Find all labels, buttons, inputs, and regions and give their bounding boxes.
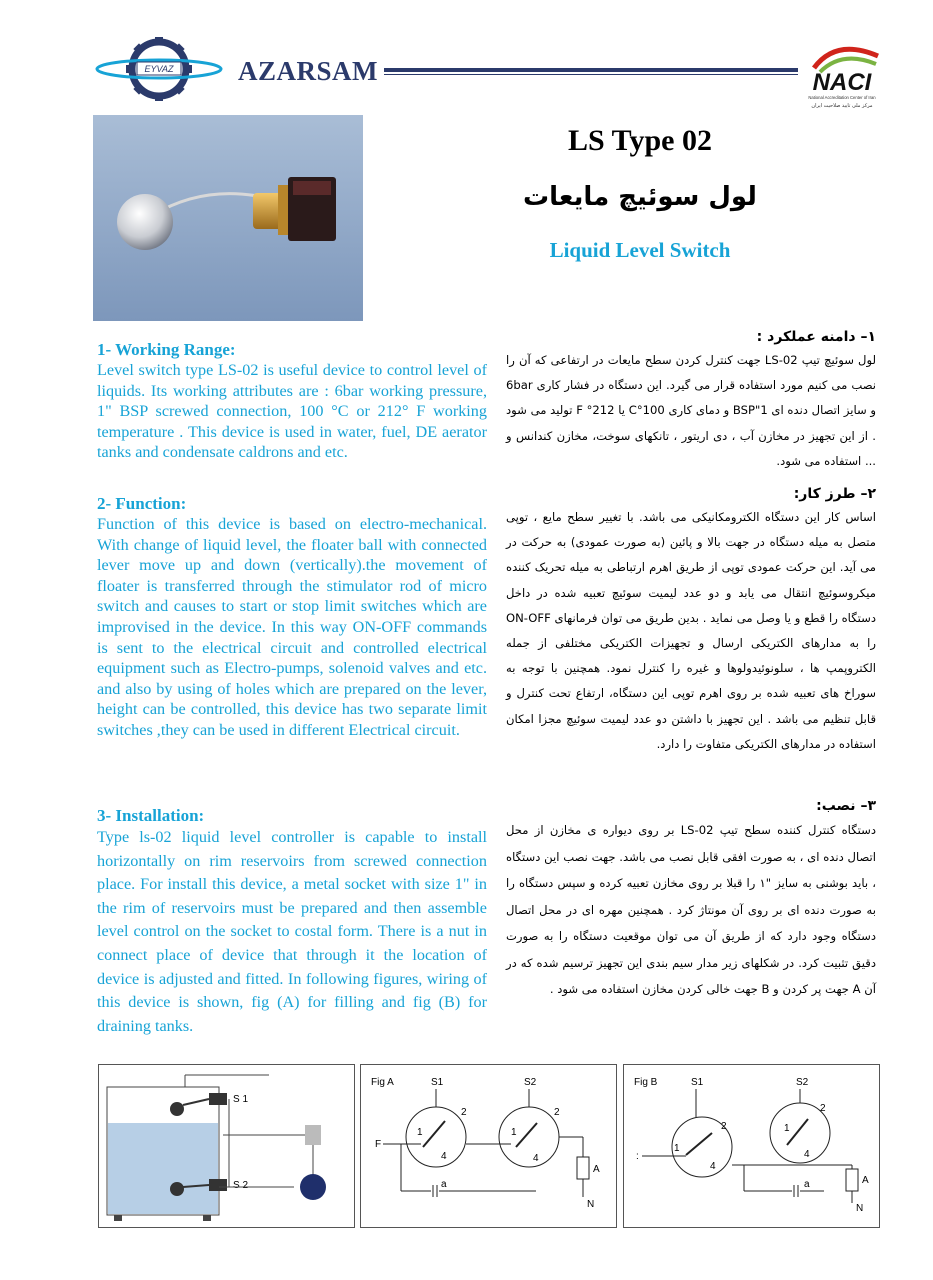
section-body: دستگاه کنترل کننده سطح تیپ LS-02 بر روی دیواره ی مخازن از محل اتصال دنده ای ، به صورت افقی قابل نصب می باشد. جهت نصب این دستگاه ، باید بوشنی به سایز "۱ را قبلا بر روی مخازن تعبیه کرده و سپس دستگاه را به صورت دنده ای بر روی آن مونتاژ کرد . همچنین مهره ای در محل اتصال دستگاه وجود دارد که از طریق آن می توان موقعیت دستگاه را به صورت دقیق تثبیت کرد. در شکلهای زیر مدار سیم بندی این تجهیز ترسیم شده که در آن A جهت پر کردن و B جهت خالی کردن مخازن استفاده می شود . (506, 823, 876, 996)
fig-a-s2-terminal-2: 2 (554, 1107, 560, 1118)
section-installation (97, 806, 487, 1038)
section-function-fa (506, 483, 876, 757)
product-title-english: Liquid Level Switch (549, 238, 731, 262)
wiring-diagram-fig-b (623, 1064, 880, 1228)
section-function (97, 494, 487, 741)
fig-b-load-label: A (862, 1175, 869, 1186)
fig-b-terminal-2: 2 (721, 1121, 727, 1132)
naci-caption-en: National Accreditation Center of Iran (808, 95, 876, 100)
fig-b-s2-terminal-2: 2 (820, 1103, 826, 1114)
fig-b-terminal-4: 4 (710, 1161, 716, 1172)
section-heading: 3- Installation: (97, 806, 205, 825)
fig-a-s2-terminal-1: 1 (511, 1127, 517, 1138)
header-divider (384, 68, 798, 72)
fig-a-load-label: A (593, 1164, 600, 1175)
section-heading: ۲– طرز کار: (793, 486, 876, 502)
naci-logo (796, 38, 886, 118)
section-body: لول سوئیچ تیپ LS-02 جهت کنترل کردن سطح مایعات در ارتفاعی که آن را نصب می کنیم مورد استفاده قرار می گیرد. این دستگاه در فشار کاری 6bar و سایز اتصال دنده ای BSP"1 و دمای کاری 100°C یا 212° F تولید می شود . از این تجهیز در مخازن آب ، دی اریتور ، تانکهای سوخت، مخازن کندانس و ... استفاده می شود. (506, 353, 877, 468)
fig-b-title: Fig B (634, 1077, 658, 1088)
product-type-title: LS Type 02 (568, 124, 712, 157)
fig-b-s2-terminal-1: 1 (784, 1123, 790, 1134)
product-title-persian: لول سوئیچ مایعات (523, 182, 757, 212)
eyvaz-logo (95, 35, 223, 103)
naci-caption-fa: مرکز ملی تایید صلاحیت ایران (811, 103, 873, 109)
section-working-range-fa (506, 326, 876, 474)
fig-a-terminal-4: 4 (441, 1151, 447, 1162)
section-body: Type ls-02 liquid level controller is capable to install horizontally on rim reservoirs from screwed connection place. For install this device, a metal socket with size 1" in the rim of reservoirs must be prepared and then assemble level control on the socket to costal form. There is a nut in connect place of device that through it the location of device is adjusted and fitted. In following figures, wiring of this device is shown, fig (A) for filling and fig (B) for draining tanks. (97, 828, 487, 1035)
fig-a-s2-label: S2 (524, 1077, 537, 1088)
fig-a-f-label: F (375, 1139, 382, 1150)
fig-b-a-label: a (804, 1179, 810, 1190)
fig-b-f-label: : (636, 1151, 639, 1162)
fig-b-s2-terminal-4: 4 (804, 1149, 810, 1160)
fig-a-a-label: a (441, 1179, 447, 1190)
fig-a-terminal-2: 2 (461, 1107, 467, 1118)
header-divider-thin (384, 74, 798, 75)
section-heading: 1- Working Range: (97, 340, 236, 359)
section-heading: ۳– نصب: (816, 798, 876, 814)
section-body: Function of this device is based on electro-mechanical. With change of liquid level, the floater ball with connected lever move up and down (vertically).the movement of floater is transferred through the stimulator rod of micro switch and causes to start or stop limit switches which are improvised in the device. In this way ON-OFF commands is sent to the electrical circuit and controlled electrical equipment such as Electro-pumps, solenoid valves and etc. and also by using of holes which are prepared on the lever, height can be controlled, this device has two separate limit switches ,they can be used in different Electrical circuit. (97, 515, 487, 739)
section-heading: ۱– دامنه عملکرد : (756, 329, 876, 345)
section-installation-fa (506, 795, 876, 1003)
fig-b-s1-label: S1 (691, 1077, 704, 1088)
fig-a-s1-label: S1 (431, 1077, 444, 1088)
fig-b-s2-label: S2 (796, 1077, 809, 1088)
fig-b-neutral-label: N (856, 1203, 864, 1214)
section-body: اساس کار این دستگاه الکترومکانیکی می باشد. با تغییر سطح مایع ، توپی متصل به میله دستگاه در جهت بالا و پائین (به صورت عمودی) به حرکت در می آید. این حرکت عمودی توپی از طریق اهرم ارتباطی به میله تحریک کننده میکروسوئیچ انتقال می یابد و دو عدد لیمیت سوئیچ تعبیه شده در داخل دستگاه را قطع و یا وصل می نماید . بدین طریق می توان فرمانهای ON-OFF را به مدارهای الکتریکی ارسال و تجهیزات الکتریکی مختلفی از جمله الکتروپمپ ها ، سلونوئیدولوها و غیره را کنترل نمود. همچنین با توجه به سوراخ های تعبیه شده بر روی اهرم توپی این دستگاه، ارتفاع تحت کنترل و قابل تنظیم می باشد . این تجهیز با داشتن دو عدد لیمیت سوئیچ مجزا امکان استفاده در مدارهای الکتریکی متفاوت را دارد. (506, 510, 876, 751)
tank-s1-label: S 1 (233, 1094, 249, 1105)
wiring-diagram-fig-a (360, 1064, 617, 1228)
brand-name: AZARSAM (238, 56, 379, 86)
product-photo (93, 115, 363, 321)
fig-a-s2-terminal-4: 4 (533, 1153, 539, 1164)
naci-logo-text: NACI (812, 69, 872, 96)
fig-a-title: Fig A (371, 1077, 394, 1088)
fig-a-neutral-label: N (587, 1199, 595, 1210)
tank-diagram (98, 1064, 355, 1228)
section-working-range (97, 340, 487, 463)
section-heading: 2- Function: (97, 494, 187, 513)
tank-s2-label: S 2 (233, 1180, 249, 1191)
fig-b-terminal-1: 1 (674, 1143, 680, 1154)
eyvaz-logo-text: EYVAZ (144, 64, 174, 74)
fig-a-terminal-1: 1 (417, 1127, 423, 1138)
section-body: Level switch type LS-02 is useful device to control level of liquids. Its working attributes are : 6bar working pressure, 1" BSP screwed connection, 100 °C or 212° F working temperature . This device is used in water, fuel, DE aerator tanks and condensate caldrons and etc. (97, 361, 487, 462)
